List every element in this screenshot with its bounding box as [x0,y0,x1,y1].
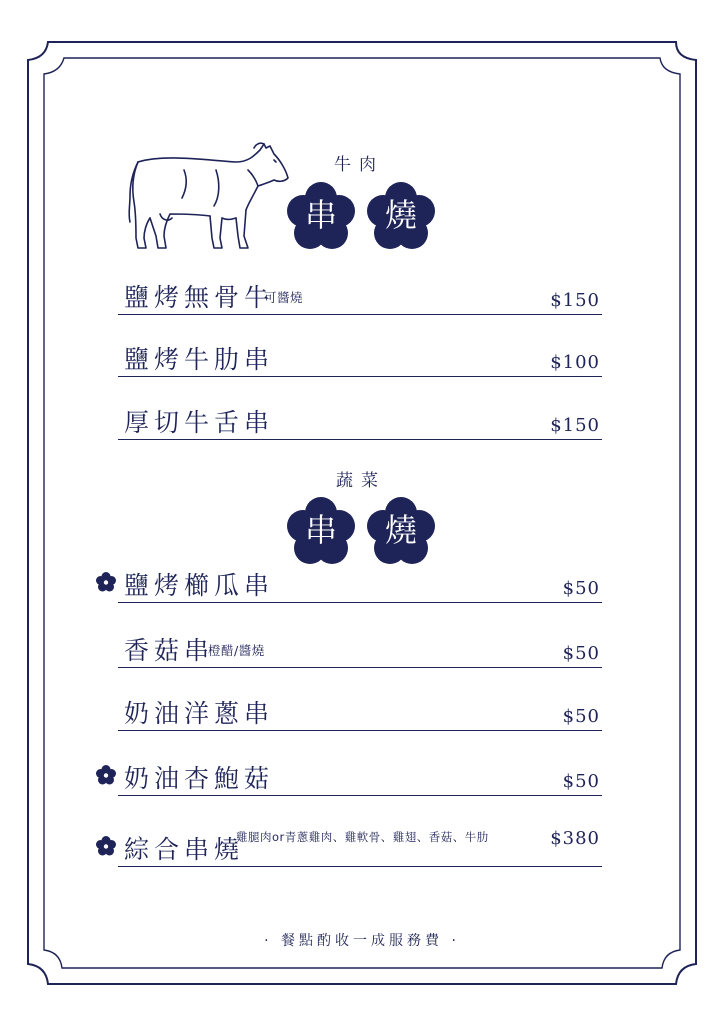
item-price: $380 [550,828,600,849]
item-name: 鹽烤牛肋串 [124,345,275,374]
item-name: 綜合串燒 [124,835,245,864]
menu-item [118,336,602,377]
menu-item [118,399,602,440]
section-title-vegetables: 蔬菜 [336,471,386,491]
item-price: $50 [562,706,600,727]
menu-item [118,627,602,668]
item-price: $100 [550,352,600,373]
item-note: 雞腿肉or青蔥雞肉、雞軟骨、雞翅、香菇、牛肋 [236,830,489,844]
item-name: 鹽烤櫛瓜串 [124,571,275,600]
item-price: $150 [550,290,600,311]
plum-flower-icon [286,182,356,252]
plum-flower-icon [366,497,436,567]
badge-char: 燒 [384,196,417,234]
item-price: $50 [562,578,600,599]
menu-item [118,826,602,867]
plum-flower-icon [366,182,436,252]
badge-beef [286,182,446,252]
menu-item [118,274,602,315]
badge-char: 燒 [384,511,417,549]
menu-item [118,690,602,731]
item-name: 奶油洋蔥串 [124,699,275,728]
badge-char: 串 [304,196,337,234]
plum-blossom-icon [96,765,116,785]
item-name: 厚切牛舌串 [124,408,275,437]
menu-item [118,562,602,603]
menu-item [118,755,602,796]
cow-icon [124,140,294,255]
badge-char: 串 [304,511,337,549]
item-price: $50 [562,771,600,792]
item-note: 橙醋/醬燒 [208,643,265,658]
plum-blossom-icon [96,572,116,592]
item-name: 香菇串 [124,636,215,665]
item-price: $50 [562,643,600,664]
item-price: $150 [550,415,600,436]
item-name: 鹽烤無骨牛 [124,283,275,312]
plum-flower-icon [286,497,356,567]
item-name: 奶油杏鮑菇 [124,764,275,793]
item-note: 可醬燒 [264,290,304,305]
plum-blossom-icon [96,836,116,856]
section-title-beef: 牛肉 [334,155,384,175]
badge-vegetables [286,497,446,567]
service-charge-note: · 餐點酌收一成服務費 · [264,933,460,949]
